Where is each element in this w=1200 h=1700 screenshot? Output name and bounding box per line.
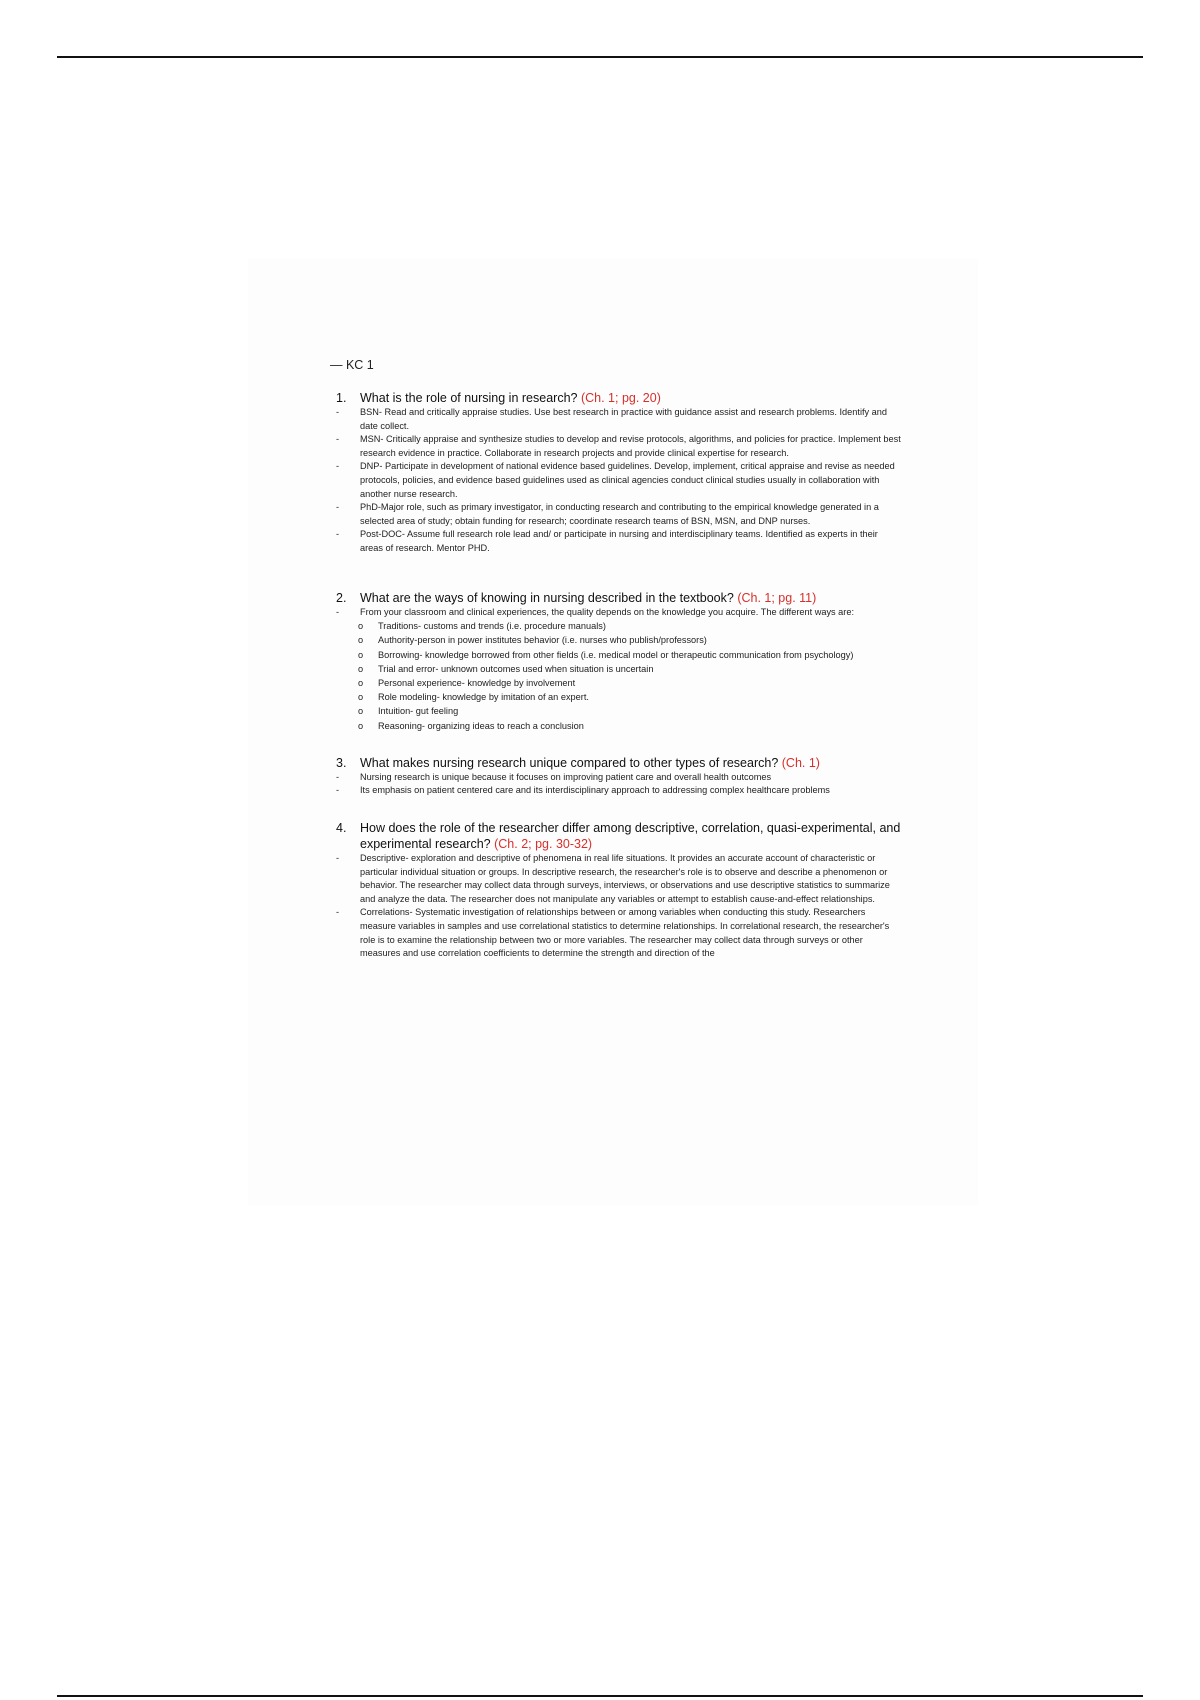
question-number: 4. — [336, 820, 347, 835]
answer-item: - BSN- Read and critically appraise studies. Use best research in practice with guidance assist and research problems. Identify and date collect. — [336, 406, 902, 433]
sub-answer-item: o Borrowing- knowledge borrowed from other fields (i.e. medical model or therapeutic communication from psychology) — [358, 648, 902, 662]
question-text-main: What makes nursing research unique compared to other types of research? — [360, 755, 779, 770]
sub-answer-list — [358, 619, 902, 733]
question-4 — [336, 820, 902, 961]
answer-list — [336, 606, 902, 620]
sub-answer-item: o Reasoning- organizing ideas to reach a conclusion — [358, 719, 902, 733]
answer-item: - Post-DOC- Assume full research role lead and/ or participate in nursing and interdisciplinary teams. Identified as experts in their areas of research. Mentor PHD. — [336, 528, 902, 555]
question-3 — [336, 755, 902, 798]
sub-answer-item: o Traditions- customs and trends (i.e. procedure manuals) — [358, 619, 902, 633]
question-heading — [336, 590, 902, 606]
answer-list — [336, 771, 902, 798]
bottom-rule — [57, 1695, 1143, 1697]
chapter-reference: (Ch. 1; pg. 20) — [580, 391, 661, 405]
sub-answer-item: o Authority-person in power institutes behavior (i.e. nurses who publish/professors) — [358, 633, 902, 647]
question-1 — [336, 390, 902, 556]
chapter-reference: (Ch. 1) — [781, 755, 820, 770]
question-text-main: What is the role of nursing in research? — [360, 391, 578, 405]
question-2 — [336, 590, 902, 733]
sub-answer-item: o Intuition- gut feeling — [358, 704, 902, 718]
section-label: — KC 1 — [330, 358, 374, 372]
question-text-main: What are the ways of knowing in nursing described in the textbook? — [360, 590, 734, 605]
question-number: 2. — [336, 590, 347, 605]
answer-item: - DNP- Participate in development of national evidence based guidelines. Develop, implement, critical appraise and revise as needed protocols, policies, and evidence based guidelines used as clinical agencies conduct clinical studies usually in collaboration with another nurse research. — [336, 460, 902, 501]
answer-item: - Descriptive- exploration and descriptive of phenomena in real life situations. It provides an accurate account of characteristic or particular individual situation or groups. In descriptive research, the researcher's role is to observe and describe a phenomenon or behavior. The researcher may collect data through surveys, interviews, or observations and use descriptive statistics to summarize and analyze the data. The researcher does not manipulate any variables or attempt to establish cause-and-effect relationships. — [336, 852, 902, 906]
answer-list — [336, 406, 902, 556]
question-heading — [336, 755, 902, 771]
question-number: 3. — [336, 755, 347, 770]
question-text — [360, 820, 902, 852]
chapter-reference: (Ch. 1; pg. 11) — [737, 590, 817, 605]
answer-list — [336, 852, 902, 961]
question-text — [360, 755, 902, 771]
question-heading — [336, 820, 902, 852]
chapter-reference: (Ch. 2; pg. 30-32) — [494, 836, 593, 851]
question-number: 1. — [336, 391, 347, 405]
sub-answer-item: o Role modeling- knowledge by imitation of an expert. — [358, 690, 902, 704]
document-page — [248, 258, 978, 1206]
question-text-main: How does the role of the researcher differ among descriptive, correlation, quasi-experimental, and experimental research? — [360, 820, 901, 851]
sub-answer-item: o Personal experience- knowledge by involvement — [358, 676, 902, 690]
question-heading — [336, 390, 902, 406]
document-content — [330, 358, 902, 983]
answer-item: - From your classroom and clinical experiences, the quality depends on the knowledge you acquire. The different ways are: — [336, 606, 902, 620]
top-rule — [57, 56, 1143, 58]
question-text — [360, 390, 902, 406]
answer-item: - Nursing research is unique because it focuses on improving patient care and overall health outcomes — [336, 771, 902, 785]
question-text — [360, 590, 902, 606]
answer-item: - Its emphasis on patient centered care and its interdisciplinary approach to addressing complex healthcare problems — [336, 784, 902, 798]
answer-item: - MSN- Critically appraise and synthesize studies to develop and revise protocols, algorithms, and policies for practice. Implement best research evidence in practice. Collaborate in research projects and provide clinical expertise for research. — [336, 433, 902, 460]
answer-item: - Correlations- Systematic investigation of relationships between or among variables when conducting this study. Researchers measure variables in samples and use correlational statistics to determine relationships. In correlational research, the researcher's role is to examine the relationship between two or more variables. The researcher may collect data through surveys or other measures and use correlation coefficients to determine the strength and direction of the — [336, 906, 902, 960]
sub-answer-item: o Trial and error- unknown outcomes used when situation is uncertain — [358, 662, 902, 676]
answer-item: - PhD-Major role, such as primary investigator, in conducting research and contributing to the empirical knowledge generated in a selected area of study; obtain funding for research; coordinate research teams of BSN, MSN, and DNP nurses. — [336, 501, 902, 528]
